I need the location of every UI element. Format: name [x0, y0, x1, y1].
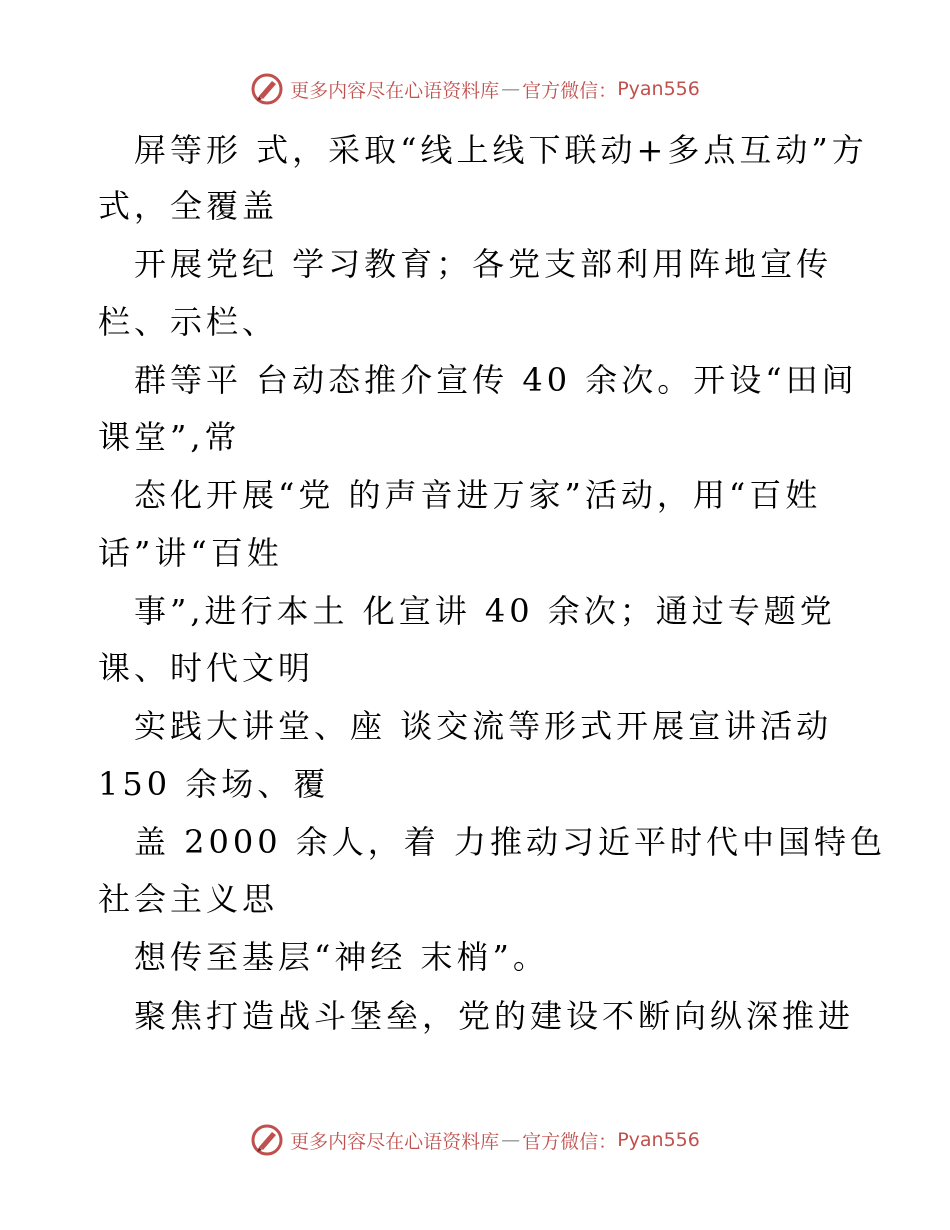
watermark-separator: —	[501, 1129, 521, 1151]
watermark-wechat-label: 官方微信：	[522, 1130, 618, 1153]
body-line: 事”,进行本土 化宣讲 40 余次；通过专题党	[134, 592, 836, 630]
body-line: 态化开展“党 的声音进万家”活动，用“百姓	[134, 476, 822, 514]
body-line: 栏、示栏、	[98, 303, 279, 341]
body-line: 盖 2000 余人，着 力推动习近平时代中国特色	[134, 823, 886, 861]
body-line: 课堂”,常	[98, 418, 241, 456]
body-line: 式，全覆盖	[98, 187, 279, 225]
watermark-wechat-label: 官方微信：	[522, 79, 618, 102]
body-line: 社会主义思	[98, 880, 279, 918]
body-line: 话”讲“百姓	[98, 534, 283, 572]
body-line: 群等平 台动态推介宣传 40 余次。开设“田间	[134, 361, 858, 399]
body-line: 聚焦打造战斗堡垒，党的建设不断向纵深推进	[134, 997, 855, 1035]
body-line: 屏等形 式，采取“线上线下联动+多点互动”方	[134, 131, 868, 169]
watermark-site-text: 更多内容尽在心语资料库	[290, 1130, 500, 1153]
watermark-site-text: 更多内容尽在心语资料库	[290, 79, 500, 102]
header-watermark	[0, 72, 950, 106]
watermark-wechat-id: Pyan556	[617, 78, 700, 100]
watermark-separator: —	[501, 78, 521, 100]
body-line: 开展党纪 学习教育；各党支部利用阵地宣传	[134, 245, 833, 283]
body-line: 实践大讲堂、座 谈交流等形式开展宣讲活动	[134, 707, 833, 745]
pen-seal-logo-icon	[250, 1123, 284, 1157]
body-line: 150 余场、覆	[98, 765, 330, 803]
body-line: 想传至基层“神经 末梢”。	[134, 938, 549, 976]
footer-watermark	[0, 1123, 950, 1157]
body-line: 课、时代文明	[98, 649, 315, 687]
watermark-wechat-id: Pyan556	[617, 1129, 700, 1151]
pen-seal-logo-icon	[250, 72, 284, 106]
